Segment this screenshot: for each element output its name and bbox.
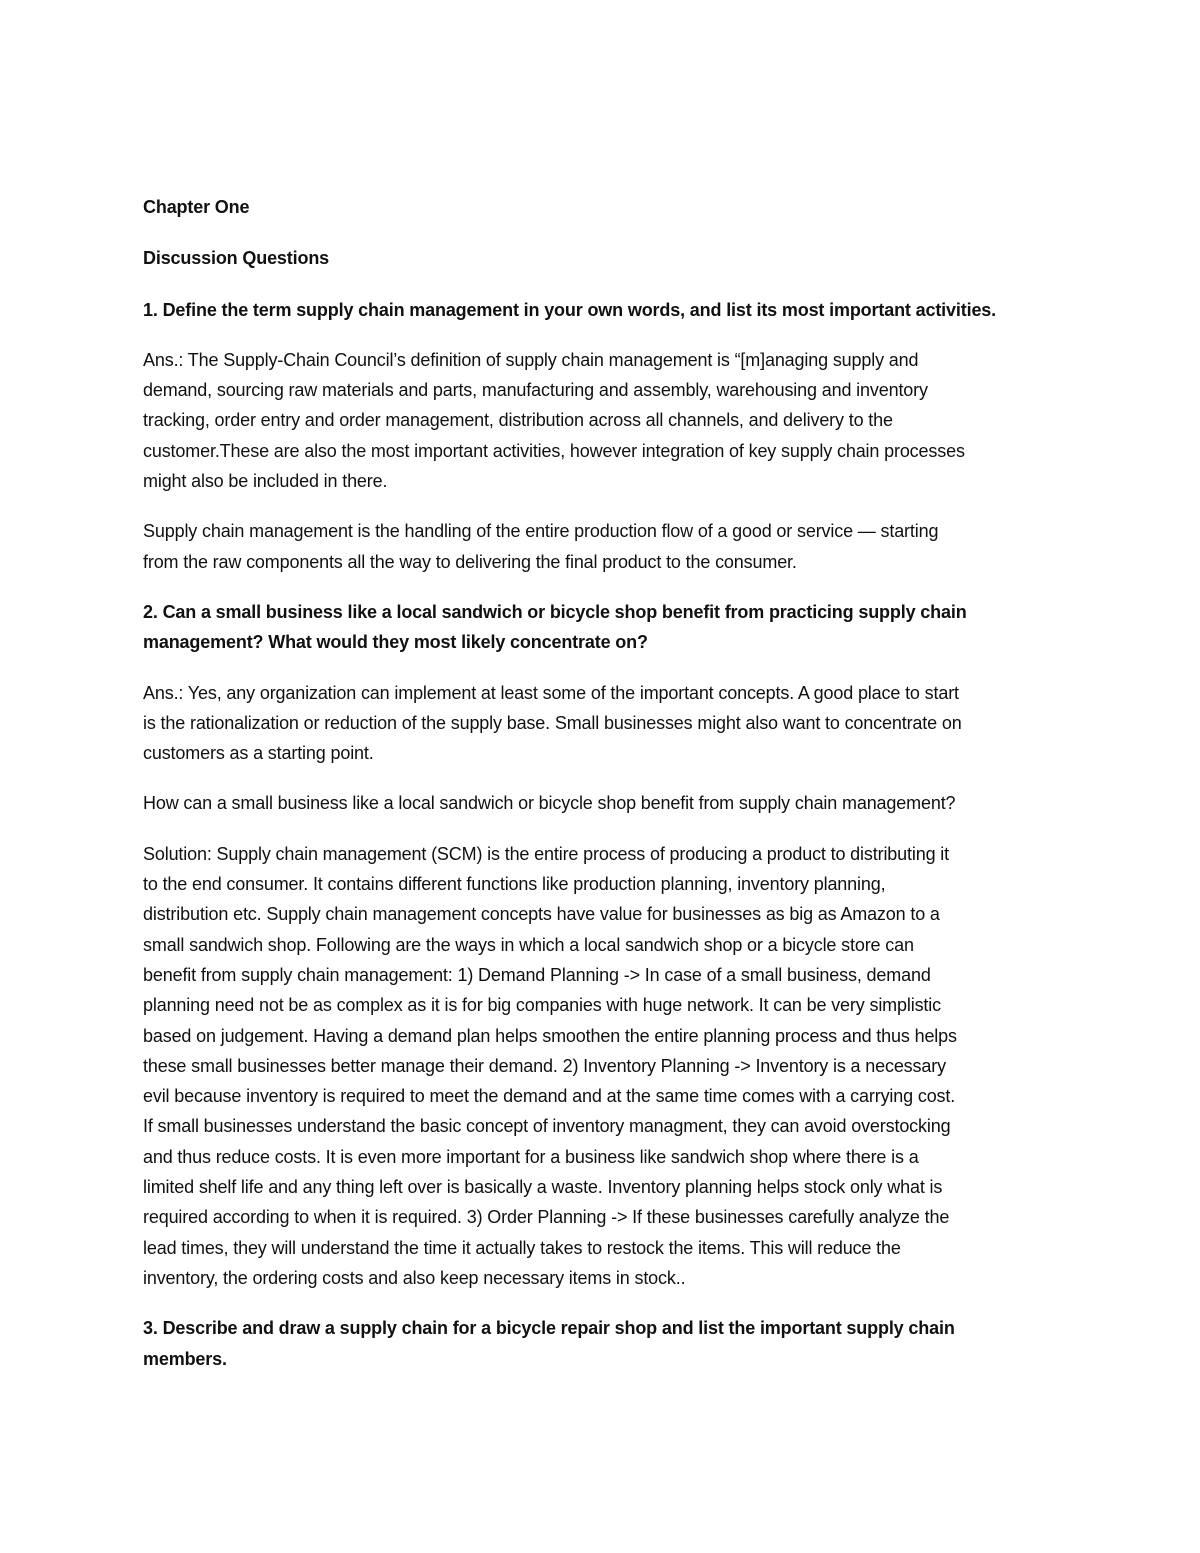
question-3-line: 3. Describe and draw a supply chain for a bicycle repair shop and list the important supply chain	[143, 1318, 955, 1339]
solution-line: planning need not be as complex as it is for big companies with huge network. It can be very simplistic	[143, 995, 941, 1016]
solution-line: to the end consumer. It contains different functions like production planning, inventory planning,	[143, 874, 886, 895]
solution-line: lead times, they will understand the time it actually takes to restock the items. This will reduce the	[143, 1237, 901, 1258]
answer-1-line: demand, sourcing raw materials and parts, manufacturing and assembly, warehousing and inventory	[143, 380, 928, 401]
answer-1-line: Ans.: The Supply-Chain Council’s definition of supply chain management is “[m]anaging supply and	[143, 349, 919, 370]
solution-line: benefit from supply chain management: 1) Demand Planning -> In case of a small business, demand	[143, 964, 931, 985]
solution-line: and thus reduce costs. It is even more important for a business like sandwich shop where there is a	[143, 1146, 919, 1167]
solution-line: small sandwich shop. Following are the ways in which a local sandwich shop or a bicycle store can	[143, 934, 914, 955]
answer-1-extra	[143, 516, 1068, 577]
question-2	[143, 597, 1068, 658]
chapter-title: Chapter One	[143, 197, 250, 217]
answer-2-line: Ans.: Yes, any organization can implement at least some of the important concepts. A good place to start	[143, 682, 959, 703]
solution-line: based on judgement. Having a demand plan helps smoothen the entire planning process and thus helps	[143, 1025, 957, 1046]
answer-1-line: might also be included in there.	[143, 471, 388, 492]
solution-2	[143, 839, 1068, 1293]
answer-1-line: customer.These are also the most important activities, however integration of key supply chain processes	[143, 440, 965, 461]
solution-line: If small businesses understand the basic concept of inventory managment, they can avoid overstocking	[143, 1116, 951, 1137]
solution-line: Solution: Supply chain management (SCM) is the entire process of producing a product to distributing it	[143, 843, 949, 864]
document-body	[143, 192, 1068, 1394]
answer-2-line: is the rationalization or reduction of the supply base. Small businesses might also want to concentrate on	[143, 712, 962, 733]
answer-1-extra-line: Supply chain management is the handling of the entire production flow of a good or service — starting	[143, 521, 939, 542]
answer-1-extra-line: from the raw components all the way to delivering the final product to the consumer.	[143, 551, 797, 572]
question-3	[143, 1313, 1068, 1374]
answer-2	[143, 678, 1068, 769]
solution-line: required according to when it is required. 3) Order Planning -> If these businesses carefully analyze the	[143, 1207, 950, 1228]
solution-line: limited shelf life and any thing left over is basically a waste. Inventory planning helps stock only what is	[143, 1177, 943, 1198]
followup-question: How can a small business like a local sandwich or bicycle shop benefit from supply chain management?	[143, 793, 956, 814]
solution-line: evil because inventory is required to meet the demand and at the same time comes with a carrying cost.	[143, 1086, 956, 1107]
question-3-line: members.	[143, 1348, 227, 1369]
question-2-line: management? What would they most likely concentrate on?	[143, 632, 648, 653]
answer-1	[143, 345, 1068, 496]
answer-1-line: tracking, order entry and order management, distribution across all channels, and delivery to the	[143, 410, 893, 431]
solution-line: these small businesses better manage their demand. 2) Inventory Planning -> Inventory is a necessary	[143, 1055, 946, 1076]
solution-line: inventory, the ordering costs and also keep necessary items in stock..	[143, 1267, 686, 1288]
section-title: Discussion Questions	[143, 248, 330, 269]
question-2-line: 2. Can a small business like a local sandwich or bicycle shop benefit from practicing supply chain	[143, 601, 967, 622]
solution-line: distribution etc. Supply chain management concepts have value for businesses as big as Amazon to a	[143, 904, 940, 925]
question-1-line: 1. Define the term supply chain management in your own words, and list its most important activities.	[143, 299, 997, 320]
question-1	[143, 295, 1068, 325]
answer-2-line: customers as a starting point.	[143, 743, 374, 764]
